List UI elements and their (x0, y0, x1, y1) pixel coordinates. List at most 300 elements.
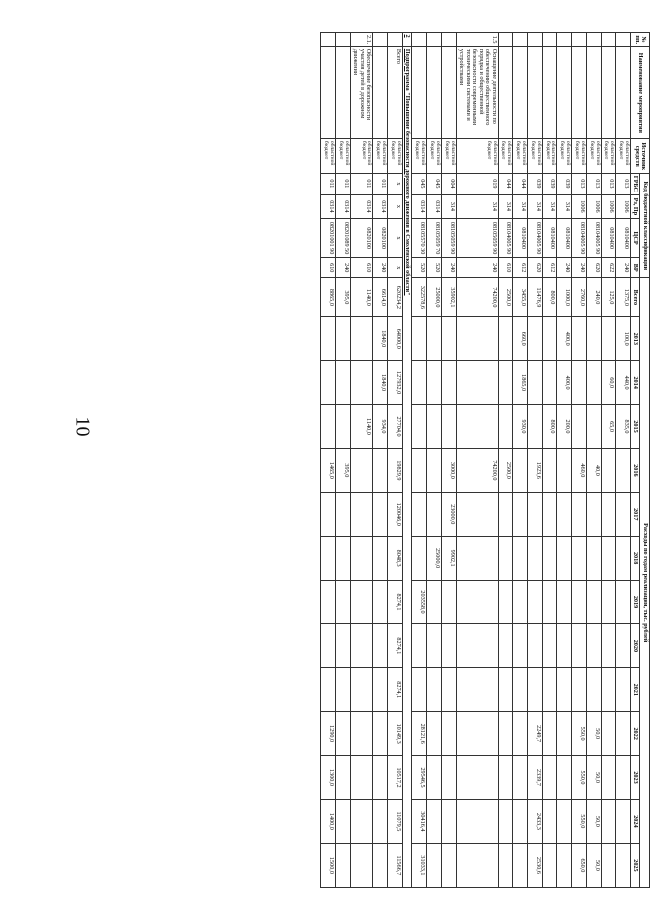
row-year-value (441, 712, 456, 756)
row-year-value (557, 536, 572, 580)
row-year-value (427, 756, 442, 800)
row-name (513, 47, 528, 139)
row-year-value: 74200,0 (456, 448, 498, 492)
row-year-value (350, 580, 373, 624)
header-year: 2024 (631, 799, 641, 843)
row-year-value (542, 492, 557, 536)
row-vr: 240 (456, 258, 498, 278)
row-name: Всего (388, 47, 403, 139)
row-year-value: 400,0 (557, 361, 572, 405)
row-year-value (412, 668, 427, 712)
row-csr: 08201001 90 (321, 219, 336, 258)
row-year-value: 31033,1 (412, 843, 427, 887)
row-source: областной бюджет (427, 139, 442, 174)
header-no: № пп. (631, 33, 650, 47)
row-name (542, 47, 557, 139)
row-name (373, 47, 388, 139)
row-year-value: 1500,0 (321, 843, 336, 887)
row-year-value (321, 361, 336, 405)
row-csr: 0820100 (350, 219, 373, 258)
row-year-value: 1840,0 (373, 317, 388, 361)
row-number (498, 33, 513, 47)
row-year-value: 23000,0 (441, 492, 456, 536)
row-csr: 08105059 90 (456, 219, 498, 258)
row-year-value (456, 492, 498, 536)
row-csr: x (388, 219, 403, 258)
row-year-value: 64000,0 (388, 317, 403, 361)
row-year-value: 8048,3 (388, 536, 403, 580)
row-year-value (350, 448, 373, 492)
row-year-value (427, 405, 442, 449)
row-year-value (441, 799, 456, 843)
row-rzpr: 0314 (373, 194, 388, 219)
row-year-value: 10517,2 (388, 756, 403, 800)
row-vr: 610 (321, 258, 336, 278)
row-year-value: 934,0 (373, 405, 388, 449)
row-number: 2.1. (350, 33, 373, 47)
row-csr: 0820100 (373, 219, 388, 258)
header-vr: ВР (631, 258, 641, 278)
row-year-value (513, 536, 528, 580)
row-rzpr: 314 (498, 194, 513, 219)
row-number (586, 33, 601, 47)
row-year-value: 50,0 (586, 843, 601, 887)
row-year-value (427, 799, 442, 843)
row-grbs: 039 (542, 174, 557, 194)
table-row (441, 33, 456, 888)
row-year-value: 1400,0 (321, 799, 336, 843)
row-year-value (456, 536, 498, 580)
row-name (336, 47, 351, 139)
table-row (427, 33, 442, 888)
row-source: областной бюджет (388, 139, 403, 174)
row-year-value: 395,0 (336, 448, 351, 492)
row-csr: 08105570 30 (412, 219, 427, 258)
row-csr: 08104005 90 (498, 219, 513, 258)
row-rzpr: 0314 (321, 194, 336, 219)
row-year-value (456, 405, 498, 449)
row-year-value: 1840,0 (373, 361, 388, 405)
row-year-value (336, 843, 351, 887)
row-grbs: 045 (412, 174, 427, 194)
row-year-value (373, 756, 388, 800)
row-year-value: 835,0 (616, 405, 631, 449)
row-source: областной бюджет (527, 139, 542, 174)
row-year-value (336, 668, 351, 712)
section-row (402, 33, 412, 888)
table-row (527, 33, 542, 888)
row-year-value (616, 712, 631, 756)
row-year-value (513, 668, 528, 712)
row-year-value: 3000,0 (441, 448, 456, 492)
row-year-value (498, 492, 513, 536)
row-year-value (542, 712, 557, 756)
row-year-value (456, 668, 498, 712)
row-total: 2760,0 (572, 278, 587, 317)
row-year-value (586, 624, 601, 668)
row-year-value (456, 317, 498, 361)
row-year-value (350, 492, 373, 536)
row-csr: 08104005 90 (527, 219, 542, 258)
row-number (412, 33, 427, 47)
row-year-value (601, 580, 616, 624)
row-name (412, 47, 427, 139)
table-row (572, 33, 587, 888)
row-year-value: 100,0 (616, 317, 631, 361)
row-grbs: 013 (586, 174, 601, 194)
row-year-value (498, 580, 513, 624)
row-year-value (498, 624, 513, 668)
row-year-value (586, 405, 601, 449)
row-rzpr: 1006 (572, 194, 587, 219)
row-total: 395,0 (336, 278, 351, 317)
row-year-value: 9902,1 (441, 536, 456, 580)
row-year-value (498, 317, 513, 361)
row-year-value (336, 317, 351, 361)
row-year-value (441, 624, 456, 668)
row-year-value (601, 843, 616, 887)
row-year-value: 650,0 (572, 843, 587, 887)
row-name (601, 47, 616, 139)
row-year-value (350, 317, 373, 361)
row-name (572, 47, 587, 139)
row-year-value (350, 799, 373, 843)
row-year-value (427, 712, 442, 756)
row-name (427, 47, 442, 139)
row-year-value (456, 361, 498, 405)
row-year-value (373, 624, 388, 668)
row-csr: 0810400 (542, 219, 557, 258)
row-year-value (412, 448, 427, 492)
row-year-value: 550,0 (572, 756, 587, 800)
row-year-value (498, 536, 513, 580)
table-row (350, 33, 373, 888)
row-vr: 240 (336, 258, 351, 278)
row-source: областной бюджет (321, 139, 336, 174)
row-year-value (513, 624, 528, 668)
row-year-value (542, 624, 557, 668)
row-source: областной бюджет (586, 139, 601, 174)
row-year-value (527, 580, 542, 624)
row-source: областной бюджет (412, 139, 427, 174)
row-year-value (456, 799, 498, 843)
row-year-value (572, 361, 587, 405)
row-year-value (542, 668, 557, 712)
row-year-value (572, 492, 587, 536)
row-year-value (586, 536, 601, 580)
row-total: 25000,0 (427, 278, 442, 317)
row-total: 1375,0 (616, 278, 631, 317)
row-year-value (427, 361, 442, 405)
row-year-value (373, 492, 388, 536)
row-number (427, 33, 442, 47)
row-number (616, 33, 631, 47)
row-total: 1000,0 (557, 278, 572, 317)
row-year-value (350, 624, 373, 668)
row-year-value (336, 536, 351, 580)
row-year-value (336, 361, 351, 405)
row-vr: 620 (586, 258, 601, 278)
row-year-value (498, 799, 513, 843)
row-year-value: 203558,0 (412, 580, 427, 624)
table-row (321, 33, 336, 888)
row-source: областной бюджет (572, 139, 587, 174)
row-year-value: 11079,5 (388, 799, 403, 843)
row-vr: 240 (572, 258, 587, 278)
row-year-value (441, 361, 456, 405)
row-year-value (336, 756, 351, 800)
row-year-value: 25000,0 (427, 536, 442, 580)
row-year-value (373, 448, 388, 492)
row-year-value: 29546,5 (412, 756, 427, 800)
row-year-value (498, 405, 513, 449)
row-total: 11476,9 (527, 278, 542, 317)
row-vr: 612 (542, 258, 557, 278)
row-year-value (527, 492, 542, 536)
row-year-value (350, 361, 373, 405)
row-year-value (373, 799, 388, 843)
row-grbs: 039 (557, 174, 572, 194)
row-year-value (373, 712, 388, 756)
row-total: 240,0 (586, 278, 601, 317)
row-name (441, 47, 456, 139)
row-rzpr: x (388, 194, 403, 219)
row-total: 8865,0 (321, 278, 336, 317)
row-year-value (586, 317, 601, 361)
header-total: Всего (631, 278, 641, 317)
row-year-value: 200,0 (557, 405, 572, 449)
header-rzpr: Рз, Пр (631, 194, 641, 219)
row-total: 35902,1 (441, 278, 456, 317)
row-year-value (513, 492, 528, 536)
table-row (498, 33, 513, 888)
row-year-value (542, 799, 557, 843)
row-vr: 240 (557, 258, 572, 278)
row-year-value (601, 536, 616, 580)
row-vr: x (388, 258, 403, 278)
row-year-value: 27704,0 (388, 405, 403, 449)
row-vr: 240 (441, 258, 456, 278)
header-year: 2017 (631, 492, 641, 536)
row-year-value (336, 799, 351, 843)
table-row (513, 33, 528, 888)
row-year-value: 30416,4 (412, 799, 427, 843)
row-year-value: 8274,1 (388, 668, 403, 712)
row-vr: 520 (412, 258, 427, 278)
row-grbs: 013 (572, 174, 587, 194)
row-rzpr: 1006 (601, 194, 616, 219)
row-year-value (616, 492, 631, 536)
row-number (572, 33, 587, 47)
row-year-value: 1465,0 (321, 448, 336, 492)
row-year-value (557, 799, 572, 843)
row-year-value (542, 536, 557, 580)
row-year-value (412, 624, 427, 668)
row-grbs: x (388, 174, 403, 194)
row-year-value (427, 580, 442, 624)
row-year-value (586, 668, 601, 712)
budget-table-container (85, 32, 650, 888)
row-year-value (557, 580, 572, 624)
row-year-value (557, 624, 572, 668)
row-number (527, 33, 542, 47)
row-total: 6614,0 (373, 278, 388, 317)
row-year-value (572, 317, 587, 361)
header-year: 2023 (631, 756, 641, 800)
header-year: 2013 (631, 317, 641, 361)
row-year-value: 120046,0 (388, 492, 403, 536)
row-year-value (557, 492, 572, 536)
row-name (557, 47, 572, 139)
header-year: 2015 (631, 405, 641, 449)
table-row (616, 33, 631, 888)
row-rzpr: 1006 (616, 194, 631, 219)
row-year-value (412, 536, 427, 580)
row-year-value (427, 843, 442, 887)
row-grbs: 004 (441, 174, 456, 194)
row-year-value (321, 668, 336, 712)
row-total: 3455,0 (513, 278, 528, 317)
row-year-value: 800,0 (542, 405, 557, 449)
row-csr: 08104005 90 (586, 219, 601, 258)
row-year-value (336, 580, 351, 624)
row-year-value: 127932,0 (388, 361, 403, 405)
row-year-value (586, 361, 601, 405)
row-year-value (572, 405, 587, 449)
row-year-value (616, 668, 631, 712)
row-year-value: 50,0 (586, 756, 601, 800)
row-year-value: 1140,0 (350, 405, 373, 449)
row-year-value (336, 624, 351, 668)
row-year-value: 40,0 (586, 448, 601, 492)
row-rzpr: 314 (527, 194, 542, 219)
row-year-value (616, 756, 631, 800)
row-year-value (350, 756, 373, 800)
row-year-value (513, 580, 528, 624)
row-year-value: 28121,6 (412, 712, 427, 756)
page-number: 10 (71, 416, 94, 437)
row-total: 125,0 (601, 278, 616, 317)
row-year-value: 460,0 (572, 448, 587, 492)
row-year-value (373, 843, 388, 887)
row-year-value (498, 361, 513, 405)
row-year-value (498, 756, 513, 800)
row-year-value (498, 668, 513, 712)
row-source: областной бюджет (373, 139, 388, 174)
row-total: 800,0 (542, 278, 557, 317)
section-title: Подпрограмма "Повышение безопасности дорожного движения в Смоленской области" (402, 47, 412, 888)
row-total: 2500,0 (498, 278, 513, 317)
row-year-value (572, 536, 587, 580)
row-year-value: 1300,0 (321, 756, 336, 800)
row-number (388, 33, 403, 47)
row-grbs: 011 (321, 174, 336, 194)
row-name (527, 47, 542, 139)
row-vr: 520 (427, 258, 442, 278)
row-year-value (601, 712, 616, 756)
row-number (336, 33, 351, 47)
row-source: областной бюджет (456, 139, 498, 174)
row-total: 1140,0 (350, 278, 373, 317)
row-csr: 08105059 70 (427, 219, 442, 258)
row-year-value (542, 317, 557, 361)
row-year-value (441, 843, 456, 887)
row-year-value: 8274,1 (388, 580, 403, 624)
row-year-value (527, 668, 542, 712)
row-year-value (527, 405, 542, 449)
row-year-value: 2433,3 (527, 799, 542, 843)
row-year-value (616, 448, 631, 492)
row-number (441, 33, 456, 47)
row-year-value (336, 492, 351, 536)
header-budget-code: Код бюджетной классификации (640, 174, 650, 278)
row-year-value (498, 843, 513, 887)
row-number (601, 33, 616, 47)
row-year-value (542, 756, 557, 800)
row-year-value (350, 668, 373, 712)
section-number: 2 (402, 33, 412, 47)
row-year-value: 400,0 (557, 317, 572, 361)
row-grbs: 013 (616, 174, 631, 194)
row-grbs: 044 (513, 174, 528, 194)
row-number (321, 33, 336, 47)
row-csr: 0810400 (513, 219, 528, 258)
row-csr: 0810400 (616, 219, 631, 258)
row-year-value (321, 317, 336, 361)
row-year-value (601, 799, 616, 843)
row-year-value (336, 712, 351, 756)
row-year-value (441, 756, 456, 800)
header-year: 2022 (631, 712, 641, 756)
row-year-value: 19829,9 (388, 448, 403, 492)
row-year-value: 550,0 (572, 799, 587, 843)
table-row (336, 33, 351, 888)
row-year-value: 440,0 (616, 361, 631, 405)
row-rzpr: 0314 (427, 194, 442, 219)
row-year-value (586, 580, 601, 624)
row-year-value (456, 756, 498, 800)
row-grbs: 011 (373, 174, 388, 194)
row-year-value (527, 624, 542, 668)
row-year-value (572, 580, 587, 624)
row-year-value: 1865,0 (513, 361, 528, 405)
row-year-value (513, 712, 528, 756)
row-name: Обеспечение безопасности участия детей в дорожном движении (350, 47, 373, 139)
table-row (456, 33, 498, 888)
row-rzpr: 314 (542, 194, 557, 219)
table-row (586, 33, 601, 888)
row-csr: 0810400 (601, 219, 616, 258)
row-year-value (412, 361, 427, 405)
row-vr: 612 (513, 258, 528, 278)
row-year-value (542, 843, 557, 887)
row-total: 74200,0 (456, 278, 498, 317)
row-number (542, 33, 557, 47)
row-csr: 0810400 (557, 219, 572, 258)
row-total: 620234,2 (388, 278, 403, 317)
row-grbs: 011 (350, 174, 373, 194)
row-year-value: 50,0 (586, 712, 601, 756)
row-year-value (441, 668, 456, 712)
row-number (557, 33, 572, 47)
budget-table (321, 32, 650, 888)
header-year: 2016 (631, 448, 641, 492)
row-year-value (321, 492, 336, 536)
row-year-value (513, 799, 528, 843)
row-year-value: 11566,7 (388, 843, 403, 887)
row-rzpr: 0314 (350, 194, 373, 219)
header-year: 2019 (631, 580, 641, 624)
